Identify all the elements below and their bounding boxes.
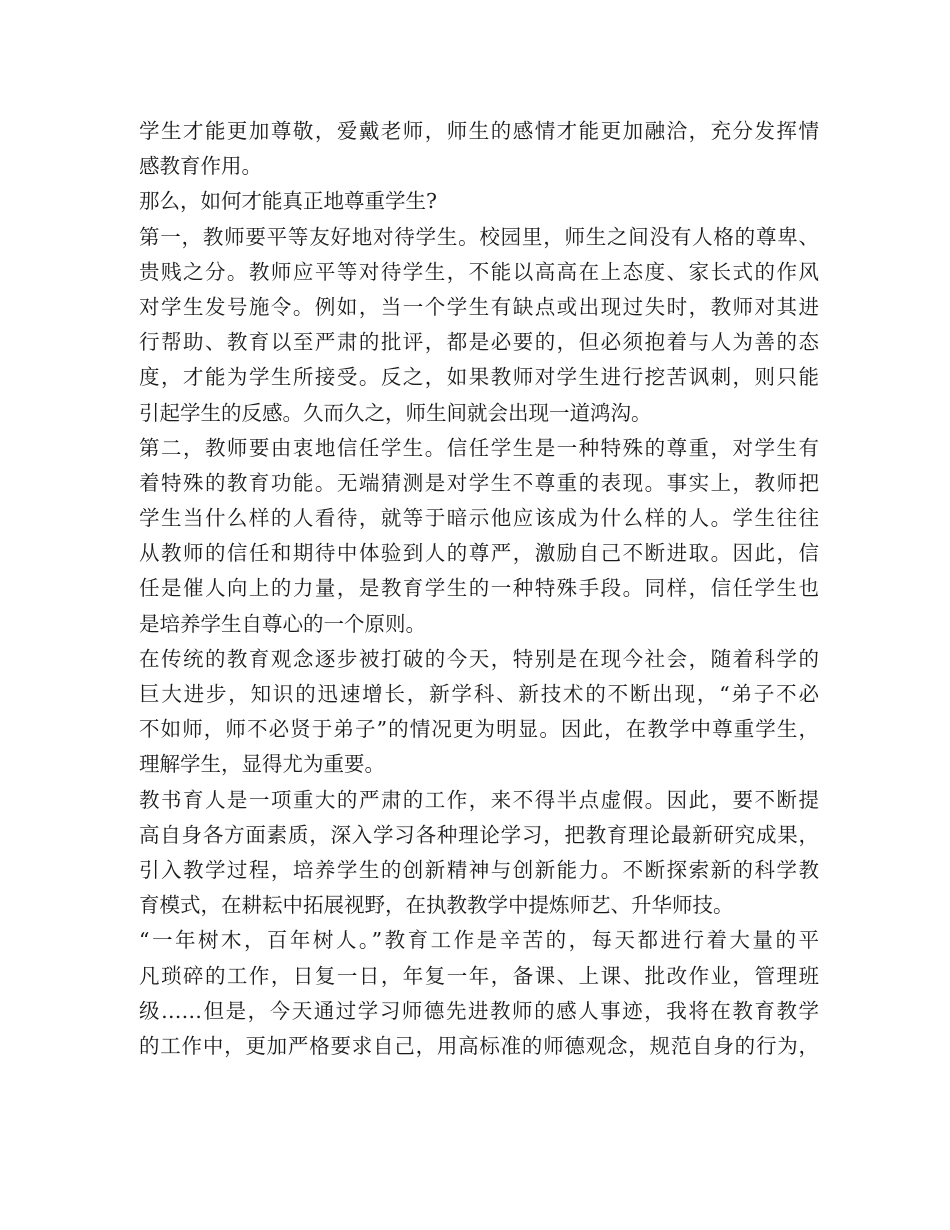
text-line: 第二，教师要由衷地信任学生。信任学生是一种特殊的尊重，对学生有 [139,435,819,460]
text-line: 任是催人向上的力量，是教育学生的一种特殊手段。同样，信任学生也 [139,576,819,601]
text-line: 学生当什么样的人看待，就等于暗示他应该成为什么样的人。学生往往 [139,506,819,531]
text-line: 凡琐碎的工作，日复一日，年复一年，备课、上课、批改作业，管理班 [139,963,819,988]
body-text [139,114,819,1064]
text-line: 高自身各方面素质，深入学习各种理论学习，把教育理论最新研究成果， [139,822,819,847]
text-line: 教书育人是一项重大的严肃的工作，来不得半点虚假。因此，要不断提 [139,787,819,812]
text-line: 对学生发号施令。例如，当一个学生有缺点或出现过失时，教师对其进 [139,294,819,319]
text-line: 那么，如何才能真正地尊重学生? [139,189,437,214]
text-line: 着特殊的教育功能。无端猜测是对学生不尊重的表现。事实上，教师把 [139,470,819,495]
text-line: 的工作中，更加严格要求自己，用高标准的师德观念，规范自身的行为， [139,1033,819,1058]
text-line: 级……但是，今天通过学习师德先进教师的感人事迹，我将在教育教学 [139,998,819,1023]
text-line: 在传统的教育观念逐步被打破的今天，特别是在现今社会，随着科学的 [139,646,819,671]
text-line: 是培养学生自尊心的一个原则。 [139,611,426,636]
text-line: 行帮助、教育以至严肃的批评，都是必要的，但必须抱着与人为善的态 [139,330,819,355]
text-line: 感教育作用。 [139,154,262,179]
text-line: 不如师，师不必贤于弟子”的情况更为明显。因此，在教学中尊重学生， [139,717,819,742]
text-line: 育模式，在耕耘中拓展视野，在执教教学中提炼师艺、升华师技。 [139,893,734,918]
text-line: 学生才能更加尊敬，爱戴老师，师生的感情才能更加融洽，充分发挥情 [139,119,819,143]
text-line: 引起学生的反感。久而久之，师生间就会出现一道鸿沟。 [139,400,652,425]
text-line: 从教师的信任和期待中体验到人的尊严，激励自己不断进取。因此，信 [139,541,819,566]
text-line: 贵贱之分。教师应平等对待学生，不能以高高在上态度、家长式的作风 [139,259,819,284]
text-line: “一年树木，百年树人。”教育工作是辛苦的，每天都进行着大量的平 [139,928,819,953]
text-line: 巨大进步，知识的迅速增长，新学科、新技术的不断出现，“弟子不必 [139,682,819,706]
text-line: 引入教学过程，培养学生的创新精神与创新能力。不断探索新的科学教 [139,857,819,882]
text-line: 第一，教师要平等友好地对待学生。校园里，师生之间没有人格的尊卑、 [139,224,819,249]
text-line: 度，才能为学生所接受。反之，如果教师对学生进行挖苦讽刺，则只能 [139,365,819,390]
text-line: 理解学生，显得尤为重要。 [139,752,385,777]
